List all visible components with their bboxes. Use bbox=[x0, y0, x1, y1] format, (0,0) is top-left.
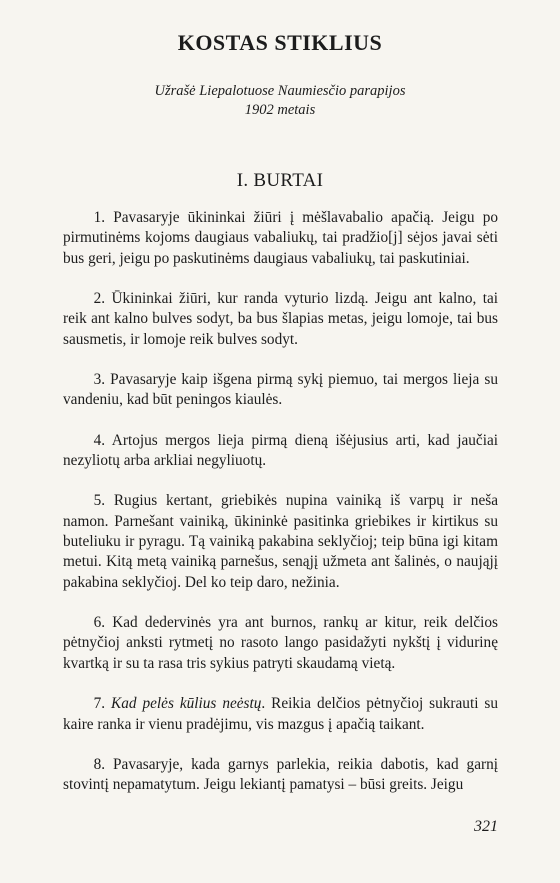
paragraph-5: 5. Rugius kertant, griebikės nupina vainiką iš varpų ir neša namon. Parnešant vainiką, ūkininkė pasitinka griebikes ir kirtikus su buteliuku ir pyragu. Tą vainiką pakabina seklyčioj; teip būna igi kitam metui. Kitą metą vainiką parnešus, senąjį užmeta ant šalinės, o naująjį pakabina seklyčioj. Del ko teip daro, nežinia. bbox=[63, 492, 498, 591]
paragraph-7-italic: Kad pelės kūlius neėstų bbox=[111, 695, 262, 713]
body-text bbox=[63, 208, 498, 815]
paragraph-1: 1. Pavasaryje ūkininkai žiūri į mėšlavabalio apačią. Jeigu po pirmutinėms kojoms daugiaus vabaliukų, tai pradžio[j] sėjos javai sėti bus geri, jeigu po paskutinėms daugiaus vabaliukų, tai paskutiniai. bbox=[63, 209, 498, 267]
paragraph-7-rest: . Reikia delčios pėtnyčioj sukrauti su kaire ranka ir vienu pradėjimu, vis mazgus į apačią taikant. bbox=[63, 695, 498, 733]
section-title: I. BURTAI bbox=[236, 170, 324, 191]
paragraph-4: 4. Artojus mergos lieja pirmą dieną išėjusius arti, kad jaučiai nezyliotų arba arkliai negyliuotų. bbox=[63, 431, 498, 470]
page-number: 321 bbox=[474, 818, 498, 835]
paragraph-2: 2. Ūkininkai žiūri, kur randa vyturio lizdą. Jeigu ant kalno, tai reik ant kalno bulves sodyt, ba bus šlapias metas, jeigu lomoje, tai bus sausmetis, ir lomoje reik bulves sodyt. bbox=[63, 290, 498, 348]
paragraph-6: 6. Kad dedervinės yra ant burnos, rankų ar kitur, reik delčios pėtnyčioj anksti rytmetį no rasoto lango pasidažyti nykštį į vidurinę kvartką ir su ta rasa tris sykius patryti skaudamą vietą. bbox=[63, 614, 498, 672]
paragraph-7-number: 7. bbox=[93, 695, 106, 713]
paragraph-7 bbox=[63, 694, 498, 735]
subtitle-line-1: Užrašė Liepalotuose Naumiesčio parapijos bbox=[154, 83, 406, 99]
subtitle-line-2: 1902 metais bbox=[244, 102, 316, 118]
paragraph-8: 8. Pavasaryje, kada garnys parlekia, reikia dabotis, kad garnį stovintį nepamatytum. Jeigu lekiantį pamatysi – būsi greits. Jeigu bbox=[63, 755, 498, 794]
paragraph-3: 3. Pavasaryje kaip išgena pirmą sykį piemuo, tai mergos lieja su vandeniu, kad būt peningos kiaulės. bbox=[63, 371, 498, 409]
subtitle bbox=[0, 82, 560, 120]
author-heading: KOSTAS STIKLIUS bbox=[177, 30, 383, 55]
